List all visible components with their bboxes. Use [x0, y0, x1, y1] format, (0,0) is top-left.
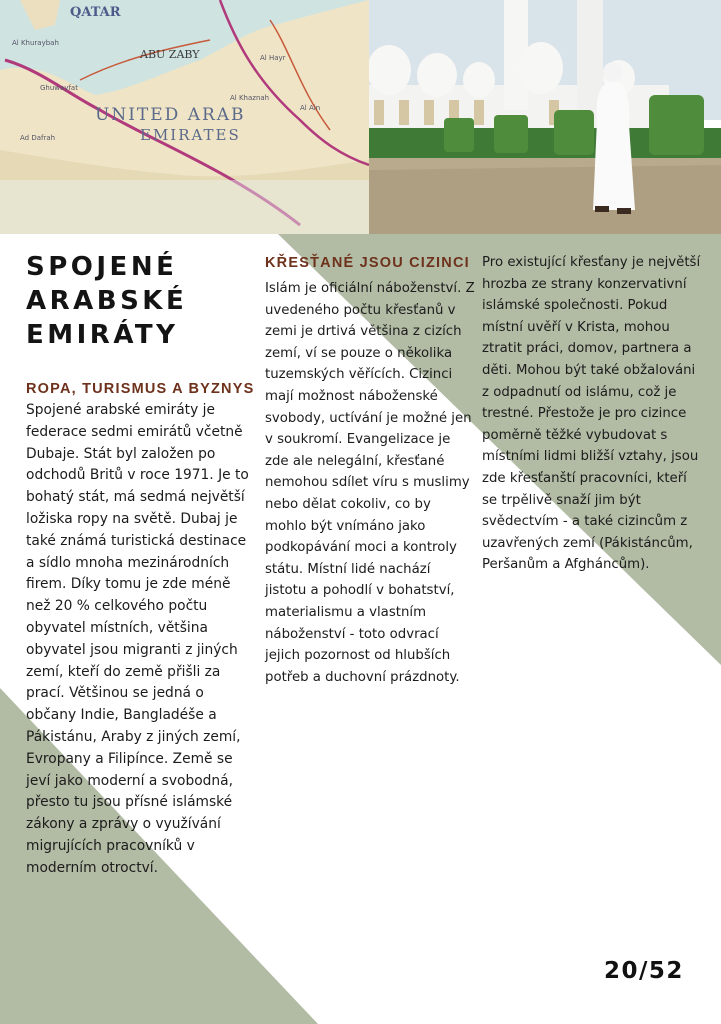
map-label-abu-zaby: ABU ZABY: [140, 48, 200, 61]
svg-text:Al Hayr: Al Hayr: [260, 54, 286, 62]
map-fade-bottom: [0, 180, 369, 234]
svg-text:Al Ain: Al Ain: [300, 104, 321, 112]
svg-text:Ghuwayfat: Ghuwayfat: [40, 84, 78, 92]
section-body-threat: Pro existující křesťany je největší hrozba ze strany konzervativní islámské společnosti. Pokud místní uvěří v Krista, mohou ztratit práci, domov, partnera a děti. Mohou být také obžalováni z odpadnutí od islámu, což je trestné. Přestože je pro cizince poměrně těžké vybudovat s místními lidmi bližší vztahy, jsou zde křesťanští pracovníci, kteří se trpělivě snaží jim být svědectvím - a také cizincům z uzavřených zemí (Pákistáncům, Peršanům a Afgháncům).: [482, 255, 701, 573]
map-label-country-1: UNITED ARAB: [95, 105, 246, 125]
section-heading-economy: ROPA, TURISMUS A BYZNYS: [26, 381, 255, 397]
column-threat: [482, 252, 702, 576]
map-label-country-2: EMIRATES: [140, 126, 241, 144]
svg-text:Ad Dafrah: Ad Dafrah: [20, 134, 56, 142]
header-photos: [0, 0, 721, 234]
map-photo: [0, 0, 369, 234]
map-label-qatar: QATAR: [70, 5, 121, 20]
svg-text:Al Khaznah: Al Khaznah: [230, 94, 270, 102]
svg-text:Al Khuraybah: Al Khuraybah: [12, 39, 59, 47]
section-body-christians: Islám je oficiální náboženství. Z uvedeného počtu křesťanů v zemi je drtivá většina z cizích zemí, ví se pouze o několika tuzemských věřících. Cizinci mají možnost náboženské svobody, uctívání je možné jen v soukromí. Evangelizace je zde ale nelegální, křesťané nemohou sdílet víru s muslimy nebo dělat cokoliv, co by mohlo být vnímáno jako podkopávání moci a kontroly státu. Místní lidé nachází jistotu a pohodlí v bohatství, materialismu a vlastním náboženství - toto odvrací jejich pozornost od hlubších potřeb a duchovní prázdnoty.: [265, 281, 475, 685]
page-number: 20/52: [604, 958, 684, 984]
section-heading-christians: KŘESŤANÉ JSOU CIZINCI: [265, 255, 470, 271]
column-economy: [26, 378, 258, 880]
page-title: SPOJENÉ ARABSKÉ EMIRÁTY: [26, 252, 188, 350]
section-body-economy: Spojené arabské emiráty je federace sedmi emirátů včetně Dubaje. Stát byl založen po odchodů Britů v roce 1971. Je to bohatý stát, má sedmá největší ložiska ropy na světě. Dubaj je také známá turistická destinace a sídlo mnoha mezinárodních firem. Díky tomu je zde méně než 20 % celkového počtu obyvatel místních, většina obyvatel jsou migranti z jiných zemí, kteří do země přišli za prací. Většinou se jedná o občany Indie, Bangladéše a Pákistánu, Araby z jiných zemí, Evropany a Filipínce. Země se jeví jako moderní a svobodná, přesto tu jsou přísné islámské zákony a zprávy o využívání migrujících pracovníků v moderním otroctví.: [26, 402, 249, 876]
mosque-photo: [369, 0, 721, 234]
pavement-reflection: [369, 165, 721, 234]
column-christians: [265, 252, 475, 688]
